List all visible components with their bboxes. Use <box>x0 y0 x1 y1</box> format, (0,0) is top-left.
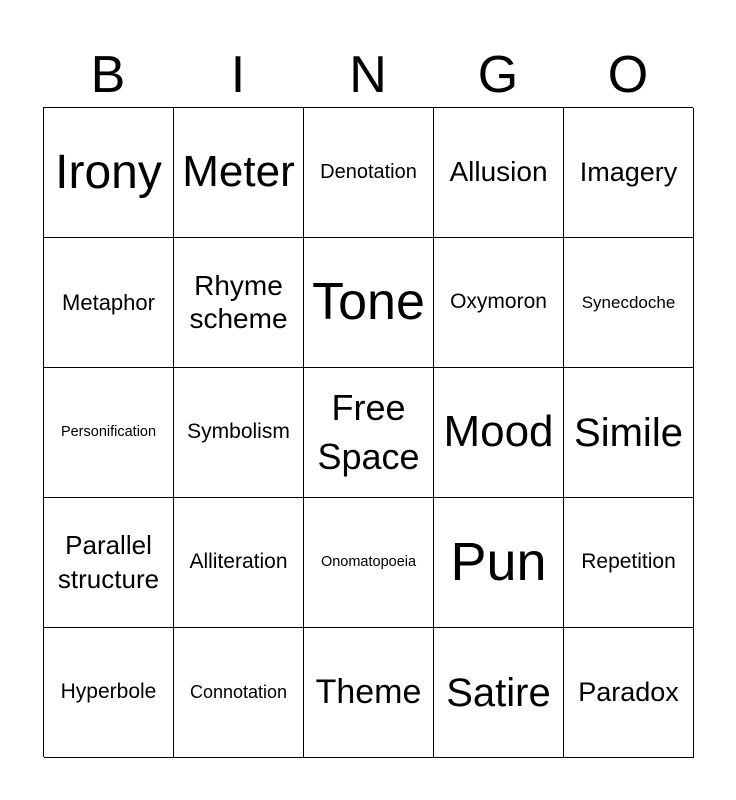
bingo-cell[interactable]: Rhyme scheme <box>174 238 304 368</box>
bingo-cell[interactable]: Metaphor <box>44 238 174 368</box>
bingo-cell[interactable]: Synecdoche <box>564 238 694 368</box>
bingo-cell[interactable]: Meter <box>174 108 304 238</box>
bingo-cell[interactable]: Repetition <box>564 498 694 628</box>
bingo-header <box>43 44 693 106</box>
bingo-cell[interactable]: Simile <box>564 368 694 498</box>
bingo-cell[interactable]: Irony <box>44 108 174 238</box>
bingo-cell[interactable]: Pun <box>434 498 564 628</box>
header-letter-g: G <box>477 46 519 104</box>
header-letter-o: O <box>607 46 649 104</box>
header-letter-n: N <box>349 46 387 104</box>
bingo-grid <box>43 107 693 757</box>
bingo-cell[interactable]: Onomatopoeia <box>304 498 434 628</box>
bingo-cell[interactable]: Theme <box>304 628 434 758</box>
bingo-cell[interactable]: Imagery <box>564 108 694 238</box>
bingo-cell[interactable]: Denotation <box>304 108 434 238</box>
bingo-cell[interactable]: Alliteration <box>174 498 304 628</box>
bingo-cell[interactable]: Oxymoron <box>434 238 564 368</box>
header-letter-i: I <box>230 46 246 104</box>
bingo-cell[interactable]: Mood <box>434 368 564 498</box>
bingo-cell free-space[interactable]: Free Space <box>304 368 434 498</box>
bingo-cell[interactable]: Personification <box>44 368 174 498</box>
bingo-cell[interactable]: Tone <box>304 238 434 368</box>
bingo-cell[interactable]: Paradox <box>564 628 694 758</box>
bingo-cell[interactable]: Symbolism <box>174 368 304 498</box>
bingo-cell[interactable]: Allusion <box>434 108 564 238</box>
bingo-cell[interactable]: Satire <box>434 628 564 758</box>
bingo-cell[interactable]: Parallel structure <box>44 498 174 628</box>
bingo-cell[interactable]: Connotation <box>174 628 304 758</box>
bingo-cell[interactable]: Hyperbole <box>44 628 174 758</box>
header-letter-b: B <box>90 46 126 104</box>
